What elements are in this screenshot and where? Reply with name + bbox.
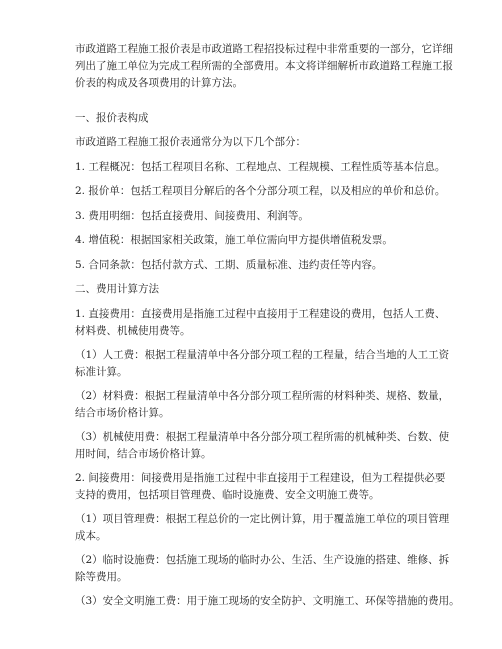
paragraph-line: （1）项目管理费：根据工程总价的一定比例计算，用于覆盖施工单位的项目管理 bbox=[75, 513, 450, 525]
list-item: 5. 合同条款：包括付款方式、工期、质量标准、违约责任等内容。 bbox=[75, 259, 383, 271]
paragraph-line: 结合市场价格计算。 bbox=[75, 407, 170, 419]
intro-line: 价表的构成及各项费用的计算方法。 bbox=[75, 77, 243, 89]
paragraph-line: （2）临时设施费：包括施工现场的临时办公、生活、生产设施的搭建、维修、拆 bbox=[75, 554, 450, 566]
paragraph-line: （3）机械使用费：根据工程量清单中各分部分项工程所需的机械种类、台数、使 bbox=[75, 431, 450, 443]
paragraph-line: 成本。 bbox=[75, 530, 107, 542]
paragraph-line: （2）材料费：根据工程量清单中各分部分项工程所需的材料种类、规格、数量， bbox=[75, 390, 450, 402]
section-heading: 二、费用计算方法 bbox=[75, 283, 159, 295]
intro-line: 市政道路工程施工报价表是市政道路工程招投标过程中非常重要的一部分，它详细 bbox=[75, 43, 453, 55]
paragraph-line: 支持的费用，包括项目管理费、临时设施费、安全文明施工费等。 bbox=[75, 489, 380, 501]
paragraph-line: 除等费用。 bbox=[75, 571, 128, 583]
section-heading: 一、报价表构成 bbox=[75, 112, 149, 124]
section-lead: 市政道路工程施工报价表通常分为以下几个部分： bbox=[75, 136, 306, 148]
list-item: 3. 费用明细：包括直接费用、间接费用、利润等。 bbox=[75, 210, 309, 222]
paragraph-line: 1. 直接费用：直接费用是指施工过程中直接用于工程建设的费用，包括人工费、 bbox=[75, 308, 446, 320]
paragraph-line: 用时间，结合市场价格计算。 bbox=[75, 448, 212, 460]
paragraph-line: （3）安全文明施工费：用于施工现场的安全防护、文明施工、环保等措施的费用。 bbox=[75, 595, 460, 607]
paragraph-line: 材料费、机械使用费等。 bbox=[75, 325, 191, 337]
list-item: 4. 增值税：根据国家相关政策，施工单位需向甲方提供增值税发票。 bbox=[75, 234, 393, 246]
list-item: 2. 报价单：包括工程项目分解后的各个分部分项工程，以及相应的单价和总价。 bbox=[75, 185, 446, 197]
paragraph-line: （1）人工费：根据工程量清单中各分部分项工程的工程量，结合当地的人工工资 bbox=[75, 349, 450, 361]
paragraph-line: 标准计算。 bbox=[75, 366, 128, 378]
intro-line: 列出了施工单位为完成工程所需的全部费用。本文将详细解析市政道路工程施工报 bbox=[75, 60, 453, 72]
list-item: 1. 工程概况：包括工程项目名称、工程地点、工程规模、工程性质等基本信息。 bbox=[75, 161, 446, 173]
paragraph-line: 2. 间接费用：间接费用是指施工过程中非直接用于工程建设，但为工程提供必要 bbox=[75, 472, 446, 484]
